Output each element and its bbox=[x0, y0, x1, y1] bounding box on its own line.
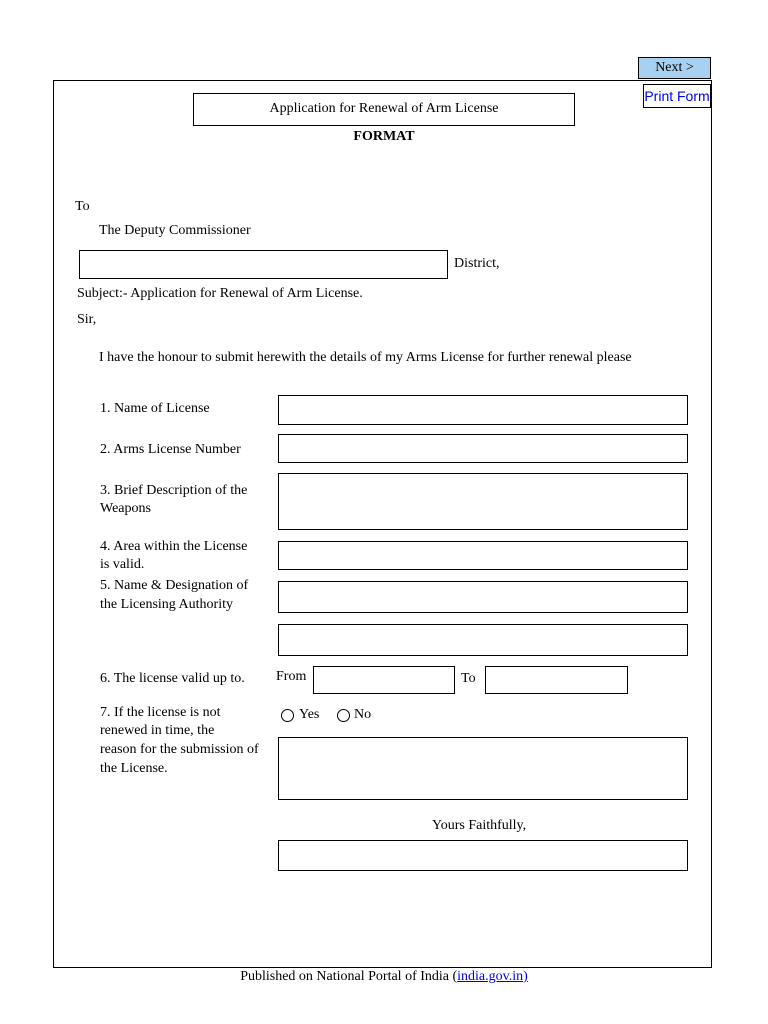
no-radio[interactable] bbox=[337, 709, 350, 722]
salutation: Sir, bbox=[77, 312, 97, 327]
valid-up-to-label: 6. The license valid up to. bbox=[100, 671, 245, 686]
form-title: Application for Renewal of Arm License bbox=[193, 93, 575, 126]
district-label: District, bbox=[454, 256, 500, 271]
from-label: From bbox=[276, 669, 307, 684]
authority-label-line1: 5. Name & Designation of bbox=[100, 578, 249, 593]
area-label-line2: is valid. bbox=[100, 557, 145, 572]
license-number-input[interactable] bbox=[278, 434, 688, 463]
signature-input[interactable] bbox=[278, 840, 688, 871]
valid-from-input[interactable] bbox=[313, 666, 455, 694]
name-of-license-input[interactable] bbox=[278, 395, 688, 425]
weapons-label-line1: 3. Brief Description of the bbox=[100, 483, 248, 498]
footer-link[interactable]: india.gov.in) bbox=[457, 969, 528, 984]
closing-text: Yours Faithfully, bbox=[432, 818, 527, 833]
authority-label-line2: the Licensing Authority bbox=[100, 597, 233, 612]
no-label: No bbox=[354, 707, 372, 722]
yes-label: Yes bbox=[299, 707, 320, 722]
license-number-label: 2. Arms License Number bbox=[100, 442, 241, 457]
area-input[interactable] bbox=[278, 541, 688, 570]
footer bbox=[0, 969, 768, 985]
weapons-label-line2: Weapons bbox=[100, 501, 151, 516]
name-of-license-label: 1. Name of License bbox=[100, 401, 210, 416]
renewal-label-line1: 7. If the license is not bbox=[100, 705, 221, 720]
renewal-label-line4: the License. bbox=[100, 761, 168, 776]
renewal-label-line2: renewed in time, the bbox=[100, 723, 215, 738]
weapons-description-input[interactable] bbox=[278, 473, 688, 530]
form-heading: FORMAT bbox=[353, 129, 415, 144]
renewal-reason-input[interactable] bbox=[278, 737, 688, 800]
intro-text: I have the honour to submit herewith the details of my Arms License for further renewal please bbox=[99, 350, 632, 365]
authority-designation-input[interactable] bbox=[278, 624, 688, 656]
print-form-button[interactable]: Print Form bbox=[643, 84, 711, 108]
to-label: To bbox=[75, 199, 90, 214]
area-label-line1: 4. Area within the License bbox=[100, 539, 248, 554]
subject-line: Subject:- Application for Renewal of Arm License. bbox=[77, 286, 363, 301]
valid-to-input[interactable] bbox=[485, 666, 628, 694]
yes-radio[interactable] bbox=[281, 709, 294, 722]
to-date-label: To bbox=[461, 671, 476, 686]
footer-text: Published on National Portal of India ( bbox=[240, 969, 458, 984]
district-input[interactable] bbox=[79, 250, 448, 279]
addressee: The Deputy Commissioner bbox=[99, 223, 251, 238]
renewal-label-line3: reason for the submission of bbox=[100, 742, 259, 757]
next-button[interactable]: Next > bbox=[638, 57, 711, 79]
authority-name-input[interactable] bbox=[278, 581, 688, 613]
